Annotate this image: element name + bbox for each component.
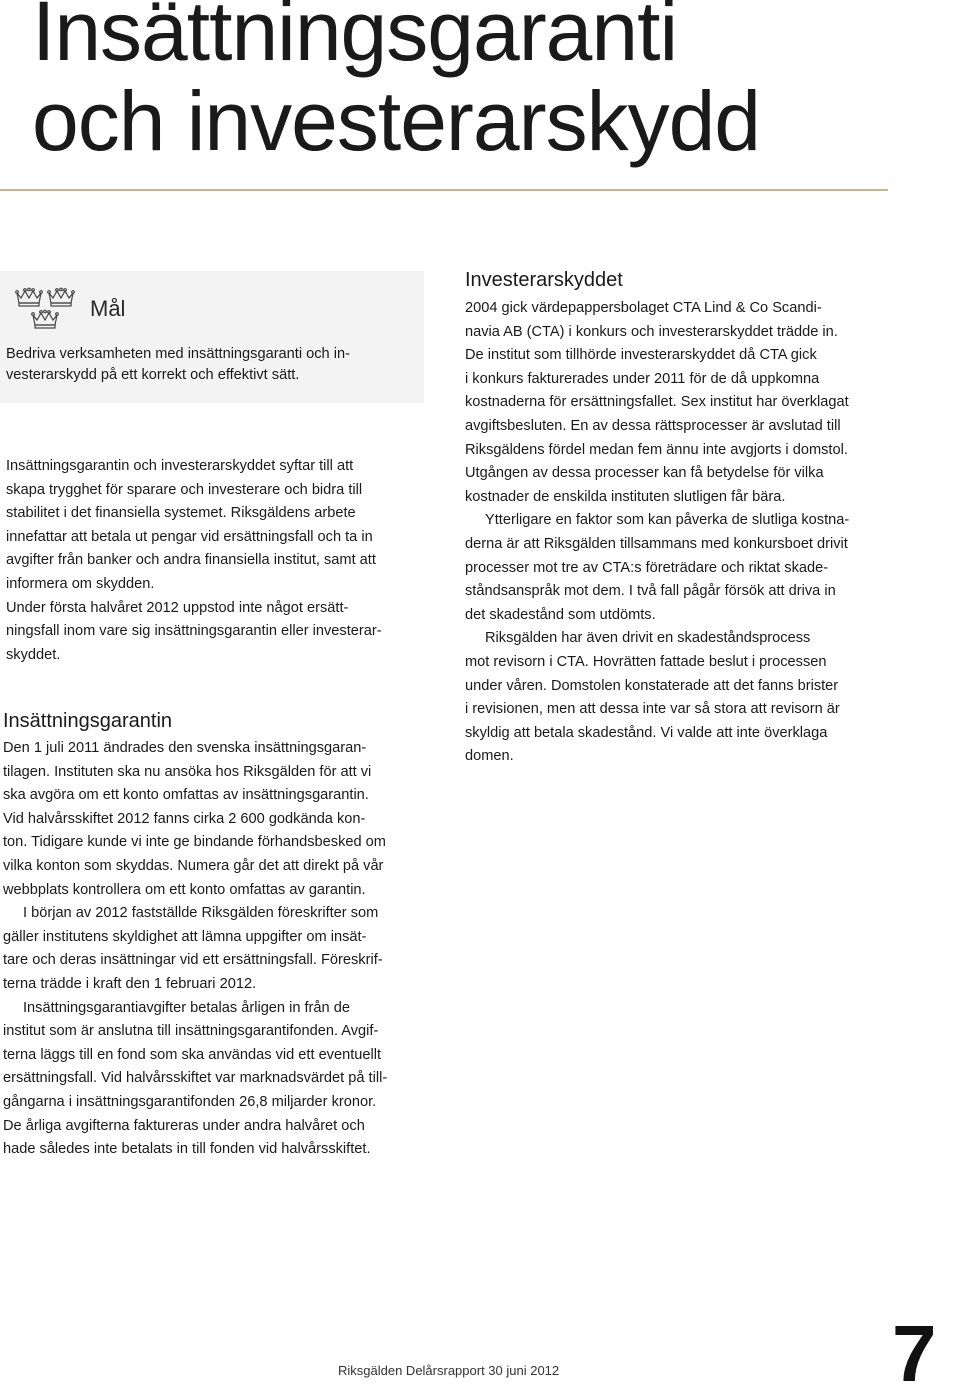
- text-line: derna är att Riksgälden tillsammans med konkursboet drivit: [465, 535, 848, 552]
- text-line: skyddet.: [6, 646, 61, 663]
- text-line: mot revisorn i CTA. Hovrätten fattade beslut i processen: [465, 653, 827, 670]
- text-line: ton. Tidigare kunde vi inte ge bindande förhandsbesked om: [3, 834, 386, 851]
- section-heading-insattningsgarantin: Insättningsgarantin: [3, 710, 173, 732]
- section-heading-investerarskyddet: Investerarskyddet: [465, 269, 623, 291]
- text-line: kostnader de enskilda instituten slutligen får bära.: [465, 488, 786, 505]
- text-line: De institut som tillhörde investerarskyddet då CTA gick: [465, 347, 817, 364]
- investerarskyddet-paragraph-2: [465, 509, 895, 627]
- text-line: terna trädde i kraft den 1 februari 2012.: [3, 975, 257, 992]
- text-line: ståndsanspråk mot dem. I två fall pågår försök att driva in: [465, 583, 836, 600]
- text-line: terna läggs till en fond som ska användas vid ett eventuellt: [3, 1046, 382, 1063]
- text-line: skyldig att betala skadestånd. Vi valde att inte överklaga: [465, 724, 828, 741]
- text-line: institut som är anslutna till insättningsgarantifonden. Avgif-: [3, 1023, 379, 1040]
- goal-text-line: Bedriva verksamheten med insättningsgaranti och in-: [6, 346, 350, 362]
- text-line: domen.: [465, 748, 514, 765]
- page-title-line-1: Insättningsgaranti: [32, 0, 678, 78]
- text-line: Utgången av dessa processer kan få betydelse för vilka: [465, 465, 824, 482]
- text-line: stabilitet i det finansiella systemet. Riksgäldens arbete: [6, 505, 356, 522]
- text-line: kostnaderna för ersättningsfallet. Sex institut har överklagat: [465, 394, 849, 411]
- text-line: Under första halvåret 2012 uppstod inte något ersätt-: [6, 599, 349, 616]
- text-line: informera om skydden.: [6, 575, 155, 592]
- page-number: 7: [892, 1309, 935, 1398]
- text-line: ningsfall inom vare sig insättningsgarantin eller investerar-: [6, 623, 382, 640]
- investerarskyddet-body: [465, 297, 895, 769]
- text-line: tare och deras insättningar vid ett ersättningsfall. Föreskrif-: [3, 952, 383, 969]
- title-divider: [0, 189, 888, 191]
- insattningsgarantin-paragraph-2: [3, 902, 427, 996]
- investerarskyddet-paragraph-1: [465, 297, 895, 509]
- text-line: Insättningsgarantin och investerarskyddet syftar till att: [6, 458, 354, 474]
- goal-text: [6, 344, 416, 385]
- page-title: [32, 0, 760, 166]
- text-line: avgiftsbesluten. En av dessa rättsprocesser är avslutad till: [465, 417, 841, 434]
- insattningsgarantin-paragraph-3: [3, 997, 427, 1162]
- text-line: navia AB (CTA) i konkurs och investerarskyddet trädde in.: [465, 323, 838, 340]
- insattningsgarantin-body: [3, 737, 427, 1162]
- text-line: processer mot tre av CTA:s företrädare och riktat skade-: [465, 559, 829, 576]
- goal-text-line: vesterarskydd på ett korrekt och effektivt sätt.: [6, 366, 300, 383]
- text-line: skapa trygghet för sparare och investerare och bidra till: [6, 481, 363, 498]
- intro-section: [6, 455, 424, 667]
- intro-paragraph-2: [6, 597, 424, 668]
- text-line: i revisionen, men att dessa inte var så stora att revisorn är: [465, 701, 840, 718]
- insattningsgarantin-paragraph-1: [3, 737, 427, 902]
- investerarskyddet-paragraph-3: [465, 627, 895, 769]
- text-line: ersättningsfall. Vid halvårsskiftet var marknadsvärdet på till-: [3, 1070, 388, 1087]
- footer-text: Riksgälden Delårsrapport 30 juni 2012: [338, 1363, 560, 1378]
- text-line: Den 1 juli 2011 ändrades den svenska insättningsgaran-: [3, 740, 367, 756]
- text-line: hade således inte betalats in till fonden vid halvårsskiftet.: [3, 1141, 371, 1158]
- text-line: Vid halvårsskiftet 2012 fanns cirka 2 600 godkända kon-: [3, 810, 366, 827]
- text-line: webbplats kontrollera om ett konto omfattas av garantin.: [3, 881, 366, 898]
- text-line: under våren. Domstolen konstaterade att det fanns brister: [465, 677, 839, 694]
- text-line: Riksgäldens fördel medan fem ännu inte avgjorts i domstol.: [465, 441, 848, 458]
- text-line: I början av 2012 fastställde Riksgälden föreskrifter som: [23, 905, 379, 922]
- text-line: tilagen. Instituten ska nu ansöka hos Riksgälden för att vi: [3, 763, 372, 780]
- text-line: gäller institutens skyldighet att lämna uppgifter om insät-: [3, 928, 367, 945]
- text-line: 2004 gick värdepappersbolaget CTA Lind & Co Scandi-: [465, 300, 822, 316]
- text-line: vilka konton som skyddas. Numera går det att direkt på vår: [3, 857, 384, 874]
- page-title-line-2: och investerarskydd: [32, 74, 761, 168]
- text-line: det skadestånd som utdömts.: [465, 606, 656, 623]
- text-line: Insättningsgarantiavgifter betalas årligen in från de: [23, 999, 350, 1016]
- goal-heading: Mål: [90, 296, 126, 321]
- text-line: Ytterligare en faktor som kan påverka de slutliga kostna-: [485, 512, 850, 529]
- text-line: innefattar att betala ut pengar vid ersättningsfall och ta in: [6, 528, 373, 545]
- text-line: avgifter från banker och andra finansiella institut, samt att: [6, 552, 376, 569]
- text-line: De årliga avgifterna faktureras under andra halvåret och: [3, 1117, 365, 1134]
- text-line: ska avgöra om ett konto omfattas av insättningsgarantin.: [3, 787, 369, 804]
- text-line: Riksgälden har även drivit en skadeståndsprocess: [485, 630, 811, 647]
- text-line: i konkurs fakturerades under 2011 för de då uppkomna: [465, 370, 820, 387]
- three-crowns-icon: [13, 283, 77, 333]
- text-line: gångarna i insättningsgarantifonden 26,8 miljarder kronor.: [3, 1093, 377, 1110]
- intro-paragraph-1: [6, 455, 424, 597]
